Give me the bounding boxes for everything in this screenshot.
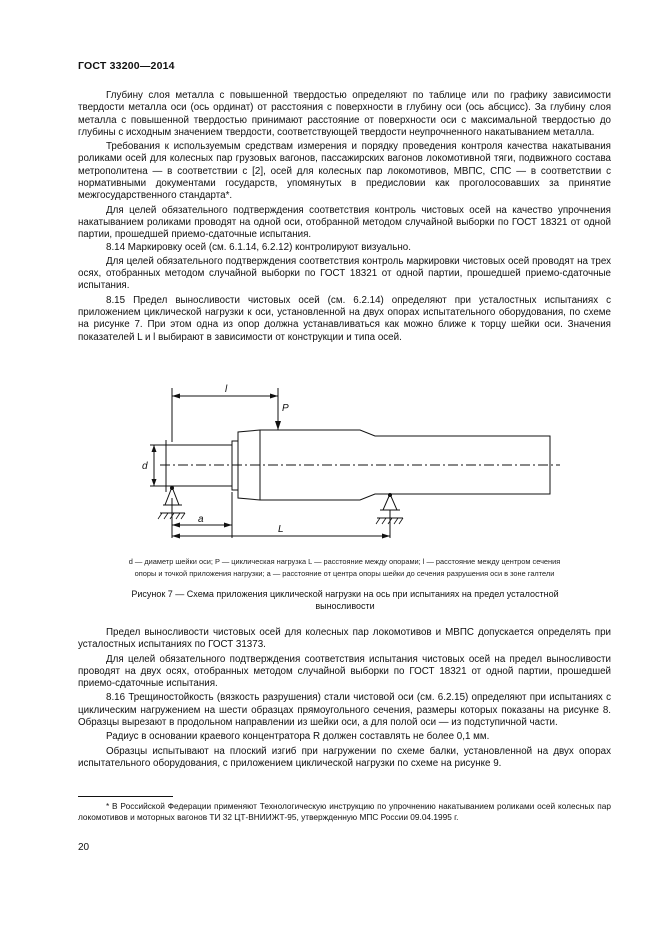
caption-line: выносливости [315,600,375,611]
footnote [78,801,611,823]
legend-line: d — диаметр шейки оси; P — циклическая нагрузка L — расстояние между опорами; l — расстояние между центром сечения [128,557,561,566]
figure-7-axle-diagram [130,380,570,548]
label-l: l [225,384,228,395]
footnote-text: * В Российской Федерации применяют Технологическую инструкцию по упрочнению накатыванием роликами осей колесных пар локомотивов и моторных вагонов ТИ 32 ЦТ-ВНИИЖТ-95, утвержденную МПС России 09.04.1995 г. [78,801,611,822]
label-L: L [278,524,284,535]
paragraph: Для целей обязательного подтверждения соответствия контроль чистовых осей на качество упрочнения накатыванием роликами проводят на одной оси, отобранной методом случайной выборки по ГОСТ 18321 от одной партии, прошедшей приемо-сдаточные испытания. [78,204,611,241]
label-P: P [282,403,289,414]
paragraph: 8.14 Маркировку осей (см. 6.1.14, 6.2.12) контролируют визуально. [106,241,411,253]
paragraph: 8.16 Трещиностойкость (вязкость разрушения) стали чистовой оси (см. 6.2.15) определяют при испытаниях с циклическим нагружением на шести образцах прямоугольного сечения, размеры которых показаны на рисунке 8. Образцы вырезают в продольном направлении из шейки оси, а для полой оси — из подступичной части. [78,692,611,729]
paragraph: Предел выносливости чистовых осей для колесных пар локомотивов и МВПС допускается определять при усталостных испытаниях по ГОСТ 31373. [78,627,611,651]
figure-legend [78,556,611,580]
paragraph: 8.15 Предел выносливости чистовых осей (см. 6.2.14) определяют при усталостных испытаниях с приложением циклической нагрузки к оси, установленной на двух опорах испытательного оборудования, по схеме на рисунке 7. При этом одна из опор должна устанавливаться как можно ближе к торцу шейки оси. Значения показателей L и l выбирают в зависимости от конструкции и типа осей. [78,294,611,343]
paragraph: Глубину слоя металла с повышенной твердостью определяют по таблице или по графику зависимости твердости металла оси (ось ординат) от расстояния с поверхности в глубину оси (ось абсцисс). За глубину слоя металла с повышенной твердостью принимают расстояние от поверхности оси с максимальной твердостью до глубины с исходным значением твердости, соответствующей твердости неупрочненного накатыванием металла. [78,90,611,138]
paragraph: Образцы испытывают на плоский изгиб при нагружении по схеме балки, установленной на двух опорах испытательного оборудования, с приложением циклической нагрузки по схеме на рисунке 9. [78,745,611,769]
document-header: ГОСТ 33200—2014 [78,60,175,72]
label-d: d [142,461,148,472]
page-number: 20 [78,842,90,853]
label-a: a [198,514,204,525]
figure-caption [110,589,580,612]
paragraph: Требования к используемым средствам измерения и порядку проведения контроля качества накатывания роликами осей для колесных пар грузовых вагонов, пассажирских вагонов локомотивной тяги, подвижного состава метрополитена — в соответствии с [2], осей для колесных пар локомотивов, МВПС, СПС — в соответствии с нормативными документами государств, упомянутых в предисловии как проголосовавших за принятие межгосударственного стандарта*. [78,141,611,202]
text-block-bottom [78,627,611,770]
legend-line: опоры и точкой приложения нагрузки; a — расстояние от центра опоры шейки до сечения разрушения оси в зоне галтели [134,569,555,578]
paragraph: Радиус в основании краевого концентратора R должен составлять не более 0,1 мм. [106,731,490,743]
text-block-top [78,90,611,344]
footnote-separator [78,796,173,797]
caption-line: Рисунок 7 — Схема приложения циклической нагрузки на ось при испытаниях на предел усталостной [131,589,559,599]
paragraph: Для целей обязательного подтверждения соответствия контроль маркировки чистовых осей проводят на трех осях, отобранных методом случайной выборки по ГОСТ 18321 от одной партии, прошедшей приемо-сдаточные испытания. [78,255,611,292]
paragraph: Для целей обязательного подтверждения соответствия испытания чистовых осей на предел выносливости проводят на двух осях, отобранных методом случайной выборки по ГОСТ 18321 от одной партии, прошедшей приемо-сдаточные испытания. [78,653,611,690]
